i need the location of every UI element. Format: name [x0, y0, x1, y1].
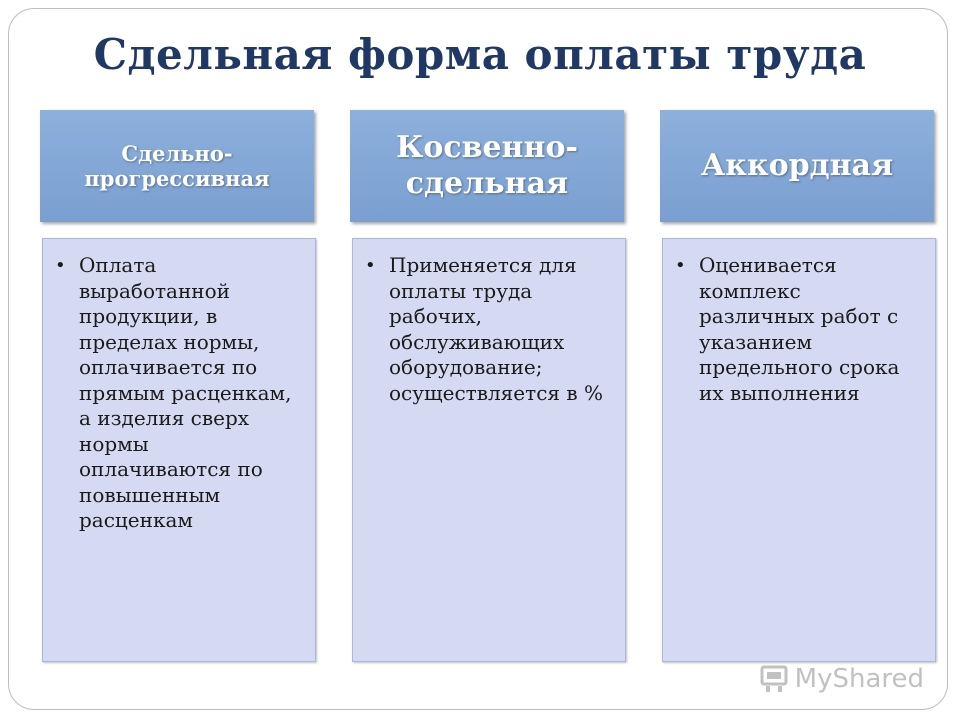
- header-label: Косвенно- сдельная: [396, 130, 578, 201]
- watermark-text: MyShared: [794, 664, 924, 694]
- bullet-text: Оценивается комплекс различных работ с указанием предельного срока их выполнения: [699, 253, 900, 405]
- slide-title: Сдельная форма оплаты труда: [93, 30, 867, 79]
- bullet-icon: •: [365, 255, 376, 276]
- header-label: Сдельно- прогрессивная: [84, 140, 270, 191]
- header-label: Аккордная: [700, 148, 894, 183]
- bullet-icon: •: [675, 255, 686, 276]
- header-indirect-piece: [350, 110, 624, 222]
- bullet-item: [365, 253, 611, 406]
- bullet-icon: •: [55, 255, 66, 276]
- watermark: [759, 664, 924, 694]
- bullet-text: Применяется для оплаты труда рабочих, обслуживающих оборудование; осуществляется в %: [389, 253, 603, 405]
- content-box-lump-sum: [662, 238, 936, 662]
- header-lump-sum: [660, 110, 934, 222]
- header-piece-progressive: [40, 110, 314, 222]
- content-box-piece-progressive: [42, 238, 316, 662]
- bullet-text: Оплата выработанной продукции, в пределах нормы, оплачивается по прямым расценкам, а изделия сверх нормы оплачиваются по повышенным расценкам: [79, 253, 292, 532]
- content-box-indirect-piece: [352, 238, 626, 662]
- bullet-item: [675, 253, 921, 406]
- bullet-item: [55, 253, 301, 534]
- myshared-logo-icon: [759, 664, 789, 694]
